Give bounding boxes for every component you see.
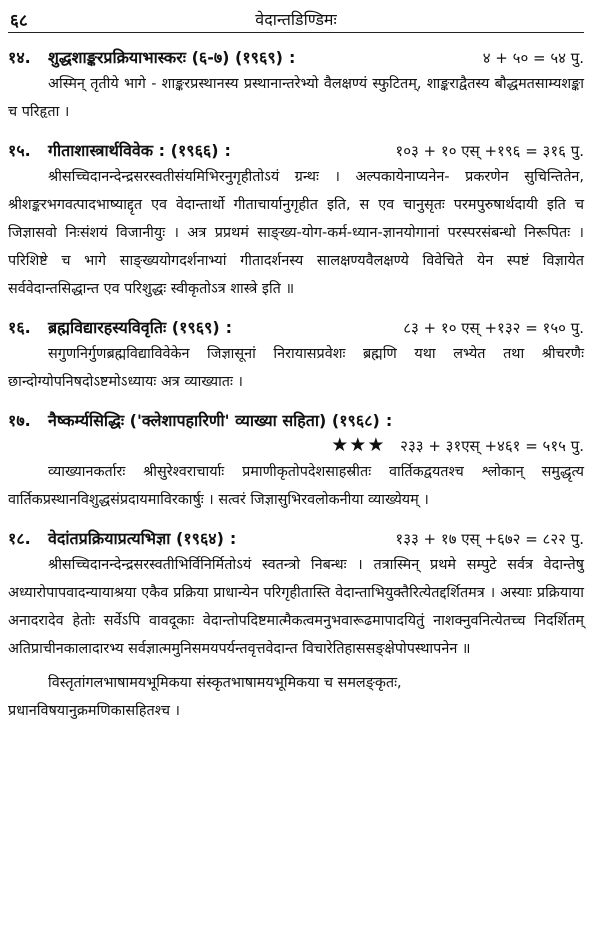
entry-number: १७. (8, 411, 31, 430)
entry-colon: : (385, 411, 393, 430)
entry-pages: २३३ + ३१एस् +४६१ = ५१५ पु. (400, 437, 584, 455)
entry-description: सगुणनिर्गुणब्रह्मविद्याविवेकेन जिज्ञासूनां निरायासप्रवेशः ब्रह्मणि यथा लभ्येत तथा श्रीचरणैः छान्दोग्योपनिषदोऽष्टमोऽध्यायः अत्र व्याख्यातः । (8, 346, 584, 390)
entry-colon: : (225, 318, 233, 337)
entry-title: नैष्कर्म्यसिद्धिः ('क्लेशापहारिणी' व्याख्या सहिता) (१९६८) (48, 411, 380, 430)
entry-description: श्रीसच्चिदानन्देन्द्रसरस्वतीसंयमिभिरनुगृहीतोऽयं ग्रन्थः । अल्पकायेनाप्यनेन- प्रकरणेन सुचिन्तितेन, श्रीशङ्करभगवत्पादभाष्याद्दृत एव वेदान्तार्थो गीताचार्यानुगृहीत इति, स एव चानुसृतः परमपुरुषार्थदायी इति च जिज्ञासवो निःसंशयं विजानीयुः । अत्र प्रप्रथमं साङ्ख्य-योग-कर्म-ध्यान-ज्ञानयोगानां परस्परसंबन्धो निरूपितः । परिशिष्टे च भागे साङ्ख्ययोगदर्शनाभ्यां गीतादर्शनस्य सालक्षण्यवैलक्षण्ये विवेचिते येन स्पष्टं विज्ञायेत सर्ववेदान्तसिद्धान्त एव परिशुद्धः स्वीकृतोऽत्र शास्त्रे इति ॥ (8, 169, 584, 297)
entry-title: गीताशास्त्रार्थविवेक : (१९६६) (48, 141, 219, 160)
entry-title: ब्रह्मविद्यारहस्यविवृतिः (१९६९) (48, 318, 220, 337)
entry-pages: ८३ + १० एस् +१३२ = १५० पु. (403, 319, 584, 337)
entry-14 (8, 46, 584, 126)
entry-heading (8, 46, 584, 68)
entry-heading (8, 316, 584, 338)
entry-title: शुद्धशाङ्करप्रक्रियाभास्करः (६-७) (१९६९) (48, 48, 283, 67)
entry-18 (8, 527, 584, 725)
entry-title: वेदांतप्रक्रियाप्रत्यभिज्ञा (१९६४) (48, 529, 224, 548)
entry-description: अस्मिन् तृतीये भागे - शाङ्करप्रस्थानस्य प्रस्थानान्तरेभ्यो वैलक्षण्यं स्फुटितम्, शाङ्कराद्वैतस्य बौद्धमतसाम्यशङ्का च परिहृता । (8, 76, 584, 120)
entry-17 (8, 409, 584, 514)
entry-description: व्याख्यानकर्तारः श्रीसुरेश्वराचार्याः प्रमाणीकृतोपदेशसाहस्रीतः वार्तिकद्वयतश्च श्लोकान् समुद्धृत्य वार्तिकप्रस्थानविशुद्धसंप्रदायमाविरकार्षुः । सत्वरं जिज्ञासुभिरवलोकनीया व्याख्येयम् । (8, 464, 584, 508)
entry-16 (8, 316, 584, 396)
running-title: वेदान्तडिण्डिमः (255, 10, 337, 29)
entry-note-continued: प्रधानविषयानुक्रमणिकासहितश्च । (8, 703, 181, 719)
star-rating-icon: ★★★ (331, 434, 386, 456)
entry-colon: : (229, 529, 237, 548)
page-number: ६८ (10, 11, 28, 31)
entry-pages: १३३ + १७ एस् +६७२ = ८२२ पु. (395, 530, 584, 548)
entry-description: श्रीसच्चिदानन्देन्द्रसरस्वतीभिर्विनिर्मितोऽयं स्वतन्त्रो निबन्धः । तत्रास्मिन् प्रथमे सम्पुटे सर्वत्र वेदान्तेषु अध्यारोपापवादन्यायाश्रया एकैव प्रक्रिया प्राधान्येन परिगृहीतास्ति वेदान्ताभियुक्तैरित्येतद्दर्शितमत्र । अस्याः प्रक्रियाया अनादरादेव हेतोः सर्वेऽपि वावदूकाः वेदान्तोपदिष्टमात्मैकत्वमनुभवारूढमापादयितुं नाशक्नुवनित्येतच्च निदर्शितम् अतिप्राचीनकालादारभ्य सर्वज्ञात्ममुनिसमयपर्यन्तवृत्तवेदान्त विचारेतिहाससङ्क्षेपोपस्थापनेन ॥ (8, 557, 584, 657)
entry-number: १५. (8, 141, 31, 160)
entry-heading (8, 139, 584, 161)
entry-heading (8, 409, 584, 431)
entry-colon: : (288, 48, 296, 67)
entry-number: १८. (8, 529, 31, 548)
entry-number: १६. (8, 318, 31, 337)
entry-pages: ४ + ५० = ५४ पु. (482, 49, 584, 67)
entry-pages-line (8, 434, 584, 456)
entry-pages: १०३ + १० एस् +१९६ = ३१६ पु. (395, 142, 584, 160)
entry-number: १४. (8, 48, 31, 67)
entry-note: विस्तृतांगलभाषामयभूमिकया संस्कृतभाषामयभूमिकया च समलङ्कृतः, (48, 675, 402, 691)
page-header (8, 6, 584, 33)
entry-15 (8, 139, 584, 303)
entry-colon: : (224, 141, 231, 160)
entry-heading (8, 527, 584, 549)
